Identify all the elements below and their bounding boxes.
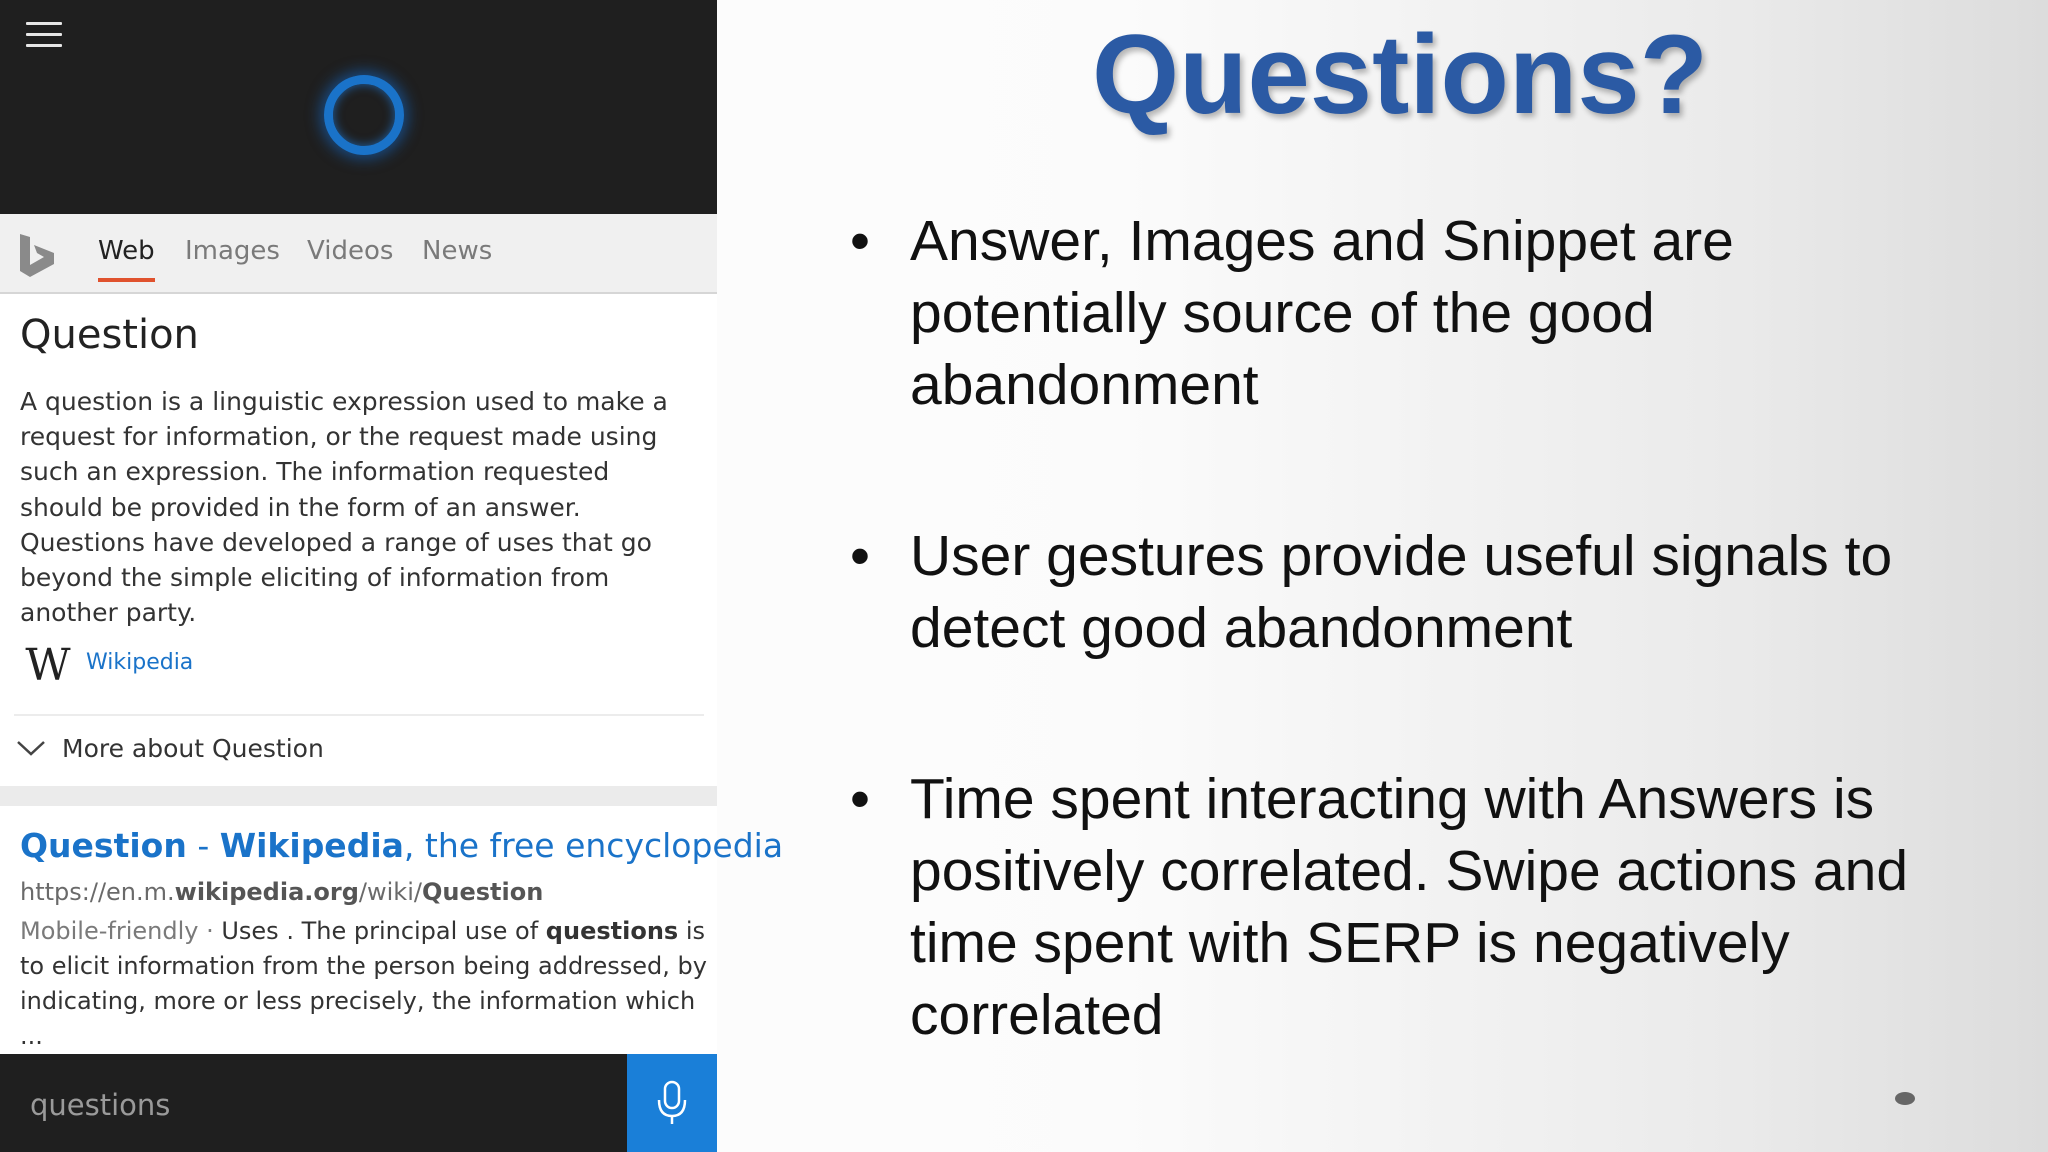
bullet-item	[850, 520, 1980, 664]
tab-news[interactable]: News	[422, 236, 493, 266]
microphone-button[interactable]	[627, 1054, 717, 1152]
bullet-item	[850, 763, 1980, 1051]
answer-title: Question	[20, 312, 199, 358]
result-title-site: Wikipedia	[219, 826, 404, 865]
snippet-meta: Mobile-friendly ·	[20, 917, 222, 945]
search-tabs	[0, 214, 717, 294]
section-divider	[0, 786, 717, 806]
bullet-item	[850, 205, 1980, 421]
result-title-link[interactable]	[20, 826, 783, 865]
divider	[14, 714, 704, 716]
tab-videos[interactable]: Videos	[307, 236, 394, 266]
result-title-main: Question	[20, 826, 187, 865]
snippet-end: is to elicit information from the person being addressed, by indicating, more or less precisely, the information which ...	[20, 917, 707, 1050]
bullet-marker: •	[850, 209, 870, 273]
tab-web[interactable]: Web	[98, 236, 155, 266]
menu-icon[interactable]	[26, 22, 62, 48]
url-domain: wikipedia.org	[174, 878, 359, 906]
bullet-text: Time spent interacting with Answers is positively correlated. Swipe actions and time spent with SERP is negatively correlated	[910, 767, 1909, 1047]
bullet-text: Answer, Images and Snippet are potentially source of the good abandonment	[910, 209, 1734, 417]
search-bar	[0, 1054, 717, 1152]
slide-title: Questions?	[1091, 12, 1709, 137]
bullet-marker: •	[850, 524, 870, 588]
slide-indicator-dot	[1895, 1092, 1915, 1105]
result-snippet	[20, 914, 710, 1054]
bing-logo-icon	[18, 232, 58, 278]
result-title-rest: , the free encyclopedia	[403, 826, 784, 865]
phone-screenshot	[0, 0, 784, 1152]
search-input[interactable]	[28, 1082, 612, 1128]
more-about-button[interactable]	[14, 732, 704, 772]
url-page: Question	[421, 878, 544, 906]
answer-text: A question is a linguistic expression used to make a request for information, or the request made using such an expression. The information requested should be provided in the form of an answer. Questions have developed a range of uses that go beyond the simple eliciting of information from another party.	[20, 387, 668, 628]
result-title-sep: -	[186, 826, 220, 865]
result-url	[20, 878, 543, 906]
bullet-text: User gestures provide useful signals to detect good abandonment	[910, 524, 1893, 660]
microphone-icon	[656, 1080, 688, 1126]
cortana-header	[0, 0, 717, 214]
cortana-icon[interactable]	[324, 75, 404, 155]
url-mid: /wiki/	[358, 878, 422, 906]
more-about-label: More about Question	[62, 734, 324, 763]
snippet-start: Uses . The principal use of	[221, 917, 546, 945]
wikipedia-source-link[interactable]: Wikipedia	[86, 650, 194, 675]
snippet-bold: questions	[545, 917, 679, 945]
bullet-marker: •	[850, 767, 870, 831]
url-prefix: https://en.m.	[20, 878, 175, 906]
chevron-down-icon	[16, 738, 46, 758]
tab-images[interactable]: Images	[185, 236, 280, 266]
wikipedia-logo-icon: W	[25, 640, 71, 691]
